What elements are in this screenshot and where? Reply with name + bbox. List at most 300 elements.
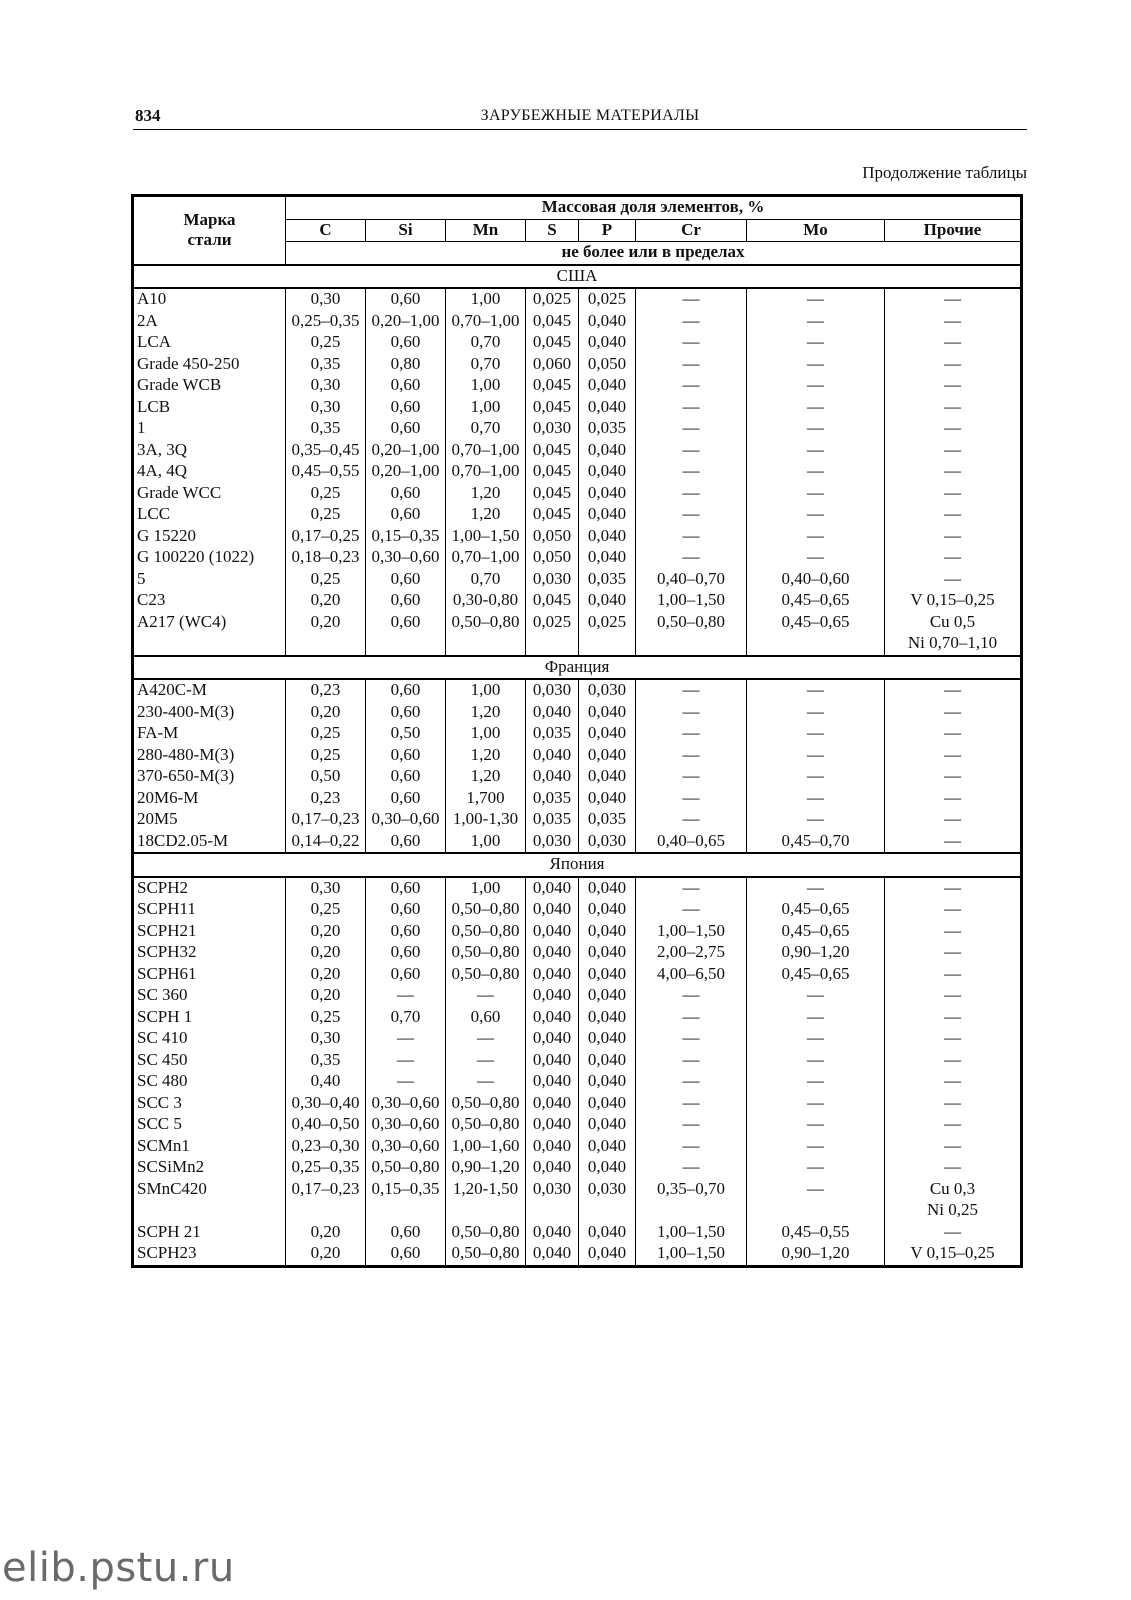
cr-cell: —	[636, 288, 747, 311]
mo-cell: —	[747, 1050, 885, 1072]
table-row	[133, 964, 1022, 986]
cr-cell: —	[636, 1050, 747, 1072]
table-row	[133, 921, 1022, 943]
mn-cell: 0,50–0,80	[446, 1093, 526, 1115]
c-cell: 0,17–0,23	[286, 809, 366, 831]
grade-cell: FA-M	[133, 723, 286, 745]
grade-cell: G 15220	[133, 526, 286, 548]
s-cell: 0,040	[526, 921, 579, 943]
si-cell: 0,60	[366, 921, 446, 943]
p-cell: 0,035	[579, 418, 636, 440]
c-cell: 0,20	[286, 1243, 366, 1266]
table-row	[133, 766, 1022, 788]
c-cell: 0,20	[286, 964, 366, 986]
p-cell	[579, 633, 636, 656]
other-cell: Cu 0,5	[885, 612, 1022, 634]
table-row	[133, 1028, 1022, 1050]
table-row	[133, 1136, 1022, 1158]
other-cell: —	[885, 942, 1022, 964]
grade-cell: SCPH23	[133, 1243, 286, 1266]
mo-cell: —	[747, 288, 885, 311]
other-cell: Cu 0,3	[885, 1179, 1022, 1201]
s-cell: 0,050	[526, 526, 579, 548]
s-cell: 0,025	[526, 288, 579, 311]
s-cell: 0,045	[526, 332, 579, 354]
s-cell: 0,040	[526, 877, 579, 900]
mo-cell: —	[747, 504, 885, 526]
c-cell: 0,25	[286, 504, 366, 526]
p-cell: 0,040	[579, 440, 636, 462]
mn-cell: 0,70	[446, 418, 526, 440]
mo-cell: 0,45–0,55	[747, 1222, 885, 1244]
mn-cell: 0,50–0,80	[446, 1243, 526, 1266]
continuation-label: Продолжение таблицы	[862, 163, 1027, 182]
table-row	[133, 788, 1022, 810]
cr-cell: 0,40–0,70	[636, 569, 747, 591]
grade-header	[133, 196, 286, 265]
mn-cell: —	[446, 985, 526, 1007]
si-cell: —	[366, 985, 446, 1007]
mo-cell: —	[747, 418, 885, 440]
mo-cell: 0,45–0,65	[747, 590, 885, 612]
mn-cell: 0,70–1,00	[446, 547, 526, 569]
header-rule	[133, 129, 1027, 130]
other-cell: —	[885, 483, 1022, 505]
other-cell: —	[885, 899, 1022, 921]
cr-cell: 1,00–1,50	[636, 1243, 747, 1266]
si-cell: 0,60	[366, 483, 446, 505]
mo-cell	[747, 633, 885, 656]
other-cell: —	[885, 375, 1022, 397]
column-header-c: C	[286, 219, 366, 242]
p-cell: 0,035	[579, 569, 636, 591]
cr-cell: —	[636, 483, 747, 505]
element-group-header: Массовая доля элементов, %	[286, 196, 1022, 220]
table-row	[133, 526, 1022, 548]
grade-cell: Grade WCB	[133, 375, 286, 397]
s-cell: 0,040	[526, 1028, 579, 1050]
cr-cell: —	[636, 809, 747, 831]
cr-cell: —	[636, 1093, 747, 1115]
s-cell: 0,040	[526, 1093, 579, 1115]
p-cell: 0,040	[579, 526, 636, 548]
grade-cell: SCPH61	[133, 964, 286, 986]
c-cell: 0,25	[286, 483, 366, 505]
cr-cell: 0,40–0,65	[636, 831, 747, 854]
country-section-row	[133, 265, 1022, 289]
p-cell: 0,040	[579, 788, 636, 810]
grade-cell: SCMn1	[133, 1136, 286, 1158]
other-cell: —	[885, 1028, 1022, 1050]
si-cell: 0,15–0,35	[366, 1179, 446, 1201]
mn-cell: 0,70–1,00	[446, 461, 526, 483]
si-cell: 0,70	[366, 1007, 446, 1029]
p-cell: 0,040	[579, 985, 636, 1007]
s-cell: 0,035	[526, 788, 579, 810]
cr-cell: —	[636, 526, 747, 548]
other-cell: —	[885, 354, 1022, 376]
mo-cell: 0,45–0,65	[747, 921, 885, 943]
table-row	[133, 1200, 1022, 1222]
p-cell: 0,040	[579, 1050, 636, 1072]
grade-cell: LCB	[133, 397, 286, 419]
c-cell: 0,40–0,50	[286, 1114, 366, 1136]
si-cell: 0,15–0,35	[366, 526, 446, 548]
grade-cell: SC 450	[133, 1050, 286, 1072]
other-cell: —	[885, 569, 1022, 591]
other-cell: —	[885, 418, 1022, 440]
mo-cell	[747, 1200, 885, 1222]
cr-cell	[636, 633, 747, 656]
c-cell: 0,25	[286, 1007, 366, 1029]
country-section-row	[133, 853, 1022, 877]
mn-cell: 0,70–1,00	[446, 440, 526, 462]
p-cell: 0,040	[579, 964, 636, 986]
p-cell: 0,040	[579, 1222, 636, 1244]
other-cell: —	[885, 1071, 1022, 1093]
mo-cell: —	[747, 461, 885, 483]
mn-cell: 1,00	[446, 723, 526, 745]
table-row	[133, 397, 1022, 419]
s-cell: 0,040	[526, 1243, 579, 1266]
table-row	[133, 1179, 1022, 1201]
other-cell: —	[885, 504, 1022, 526]
table-row	[133, 1222, 1022, 1244]
mn-cell: 0,50–0,80	[446, 899, 526, 921]
s-cell: 0,040	[526, 942, 579, 964]
grade-cell	[133, 1200, 286, 1222]
other-cell: —	[885, 332, 1022, 354]
other-cell: —	[885, 1136, 1022, 1158]
mn-cell: 1,20	[446, 766, 526, 788]
c-cell: 0,35	[286, 354, 366, 376]
other-cell: Ni 0,70–1,10	[885, 633, 1022, 656]
other-cell: —	[885, 547, 1022, 569]
grade-cell: SCPH 1	[133, 1007, 286, 1029]
other-cell: —	[885, 526, 1022, 548]
si-cell: 0,60	[366, 569, 446, 591]
mo-cell: —	[747, 1179, 885, 1201]
c-cell: 0,23–0,30	[286, 1136, 366, 1158]
c-cell: 0,25–0,35	[286, 1157, 366, 1179]
p-cell: 0,040	[579, 1136, 636, 1158]
mn-cell: 1,00	[446, 375, 526, 397]
cr-cell: —	[636, 745, 747, 767]
p-cell: 0,050	[579, 354, 636, 376]
c-cell: 0,35–0,45	[286, 440, 366, 462]
cr-cell: —	[636, 418, 747, 440]
si-cell: 0,30–0,60	[366, 1114, 446, 1136]
s-cell: 0,060	[526, 354, 579, 376]
p-cell: 0,040	[579, 1157, 636, 1179]
cr-cell: —	[636, 723, 747, 745]
mo-cell: 0,45–0,70	[747, 831, 885, 854]
mn-cell: 0,70–1,00	[446, 311, 526, 333]
other-cell: V 0,15–0,25	[885, 590, 1022, 612]
table-row	[133, 332, 1022, 354]
table-body	[133, 265, 1022, 1267]
mo-cell: —	[747, 311, 885, 333]
grade-cell: C23	[133, 590, 286, 612]
c-cell: 0,50	[286, 766, 366, 788]
si-cell: 0,20–1,00	[366, 311, 446, 333]
mn-cell: 0,50–0,80	[446, 1114, 526, 1136]
other-cell: —	[885, 723, 1022, 745]
table-row	[133, 1071, 1022, 1093]
mo-cell: —	[747, 985, 885, 1007]
si-cell: 0,30–0,60	[366, 547, 446, 569]
grade-header-line1: Марка	[183, 210, 236, 230]
grade-cell: SMnC420	[133, 1179, 286, 1201]
other-cell: —	[885, 461, 1022, 483]
cr-cell: —	[636, 1157, 747, 1179]
mn-cell: 1,00	[446, 877, 526, 900]
other-cell: —	[885, 679, 1022, 702]
p-cell: 0,030	[579, 679, 636, 702]
cr-cell: —	[636, 547, 747, 569]
other-cell: —	[885, 311, 1022, 333]
cr-cell	[636, 1200, 747, 1222]
c-cell: 0,30	[286, 877, 366, 900]
si-cell: 0,60	[366, 504, 446, 526]
mo-cell: —	[747, 1093, 885, 1115]
mn-cell: —	[446, 1028, 526, 1050]
c-cell: 0,23	[286, 679, 366, 702]
mn-cell: 0,50–0,80	[446, 942, 526, 964]
mn-cell: 0,70	[446, 332, 526, 354]
p-cell: 0,040	[579, 547, 636, 569]
si-cell: —	[366, 1071, 446, 1093]
c-cell: 0,14–0,22	[286, 831, 366, 854]
si-cell	[366, 1200, 446, 1222]
table-row	[133, 877, 1022, 900]
si-cell: 0,30–0,60	[366, 1093, 446, 1115]
s-cell: 0,030	[526, 831, 579, 854]
s-cell: 0,045	[526, 590, 579, 612]
table-row	[133, 745, 1022, 767]
p-cell: 0,040	[579, 745, 636, 767]
mn-cell: 1,00–1,50	[446, 526, 526, 548]
mn-cell: —	[446, 1071, 526, 1093]
cr-cell: —	[636, 679, 747, 702]
cr-cell: —	[636, 899, 747, 921]
c-cell: 0,35	[286, 418, 366, 440]
column-header-cr: Cr	[636, 219, 747, 242]
si-cell: 0,30–0,60	[366, 809, 446, 831]
table-row	[133, 612, 1022, 634]
table-row	[133, 1114, 1022, 1136]
si-cell: 0,60	[366, 702, 446, 724]
p-cell: 0,035	[579, 809, 636, 831]
table-row	[133, 723, 1022, 745]
column-header-p: P	[579, 219, 636, 242]
si-cell: —	[366, 1050, 446, 1072]
cr-cell: 1,00–1,50	[636, 590, 747, 612]
table-row	[133, 461, 1022, 483]
si-cell: 0,60	[366, 964, 446, 986]
si-cell: 0,60	[366, 745, 446, 767]
other-cell: —	[885, 397, 1022, 419]
si-cell: 0,60	[366, 1243, 446, 1266]
si-cell: —	[366, 1028, 446, 1050]
grade-cell: SCPH32	[133, 942, 286, 964]
column-header-other: Прочие	[885, 219, 1022, 242]
si-cell: 0,60	[366, 397, 446, 419]
mo-cell: —	[747, 483, 885, 505]
grade-cell: SC 480	[133, 1071, 286, 1093]
mo-cell: —	[747, 332, 885, 354]
s-cell: 0,040	[526, 766, 579, 788]
other-cell: Ni 0,25	[885, 1200, 1022, 1222]
s-cell: 0,040	[526, 1136, 579, 1158]
mn-cell: 1,00	[446, 397, 526, 419]
grade-cell: A217 (WC4)	[133, 612, 286, 634]
si-cell: 0,60	[366, 1222, 446, 1244]
si-cell: 0,30–0,60	[366, 1136, 446, 1158]
grade-cell: LCC	[133, 504, 286, 526]
mo-cell: —	[747, 1136, 885, 1158]
table-row	[133, 679, 1022, 702]
p-cell: 0,040	[579, 590, 636, 612]
grade-cell: SCC 3	[133, 1093, 286, 1115]
s-cell: 0,045	[526, 461, 579, 483]
p-cell: 0,030	[579, 1179, 636, 1201]
p-cell: 0,040	[579, 1093, 636, 1115]
c-cell: 0,23	[286, 788, 366, 810]
cr-cell: —	[636, 375, 747, 397]
cr-cell: —	[636, 1136, 747, 1158]
si-cell: 0,80	[366, 354, 446, 376]
s-cell: 0,030	[526, 1179, 579, 1201]
mo-cell: —	[747, 1007, 885, 1029]
s-cell: 0,030	[526, 418, 579, 440]
table-row	[133, 311, 1022, 333]
other-cell: —	[885, 702, 1022, 724]
cr-cell: —	[636, 440, 747, 462]
mn-cell: 1,00	[446, 679, 526, 702]
p-cell: 0,040	[579, 397, 636, 419]
other-cell: —	[885, 766, 1022, 788]
table-row	[133, 440, 1022, 462]
table-row	[133, 1093, 1022, 1115]
mo-cell: —	[747, 1114, 885, 1136]
c-cell: 0,30	[286, 288, 366, 311]
s-cell: 0,030	[526, 679, 579, 702]
country-label: США	[133, 265, 1022, 289]
c-cell: 0,20	[286, 702, 366, 724]
mo-cell: —	[747, 809, 885, 831]
si-cell: 0,60	[366, 375, 446, 397]
grade-cell: 370-650-M(3)	[133, 766, 286, 788]
grade-cell: A420C-M	[133, 679, 286, 702]
c-cell: 0,35	[286, 1050, 366, 1072]
grade-cell: LCA	[133, 332, 286, 354]
mn-cell: 0,60	[446, 1007, 526, 1029]
p-cell: 0,040	[579, 1114, 636, 1136]
mo-cell: 0,45–0,65	[747, 612, 885, 634]
mn-cell	[446, 633, 526, 656]
mn-cell: 1,20	[446, 504, 526, 526]
c-cell: 0,20	[286, 921, 366, 943]
p-cell: 0,040	[579, 877, 636, 900]
table-row	[133, 985, 1022, 1007]
mn-cell: 0,50–0,80	[446, 612, 526, 634]
grade-cell: 2A	[133, 311, 286, 333]
si-cell: 0,50	[366, 723, 446, 745]
mo-cell: —	[747, 440, 885, 462]
mo-cell: —	[747, 877, 885, 900]
grade-cell: 18CD2.05-M	[133, 831, 286, 854]
cr-cell: —	[636, 766, 747, 788]
si-cell: 0,60	[366, 590, 446, 612]
table-row	[133, 633, 1022, 656]
cr-cell: —	[636, 504, 747, 526]
mo-cell: 0,90–1,20	[747, 1243, 885, 1266]
mn-cell: 1,00	[446, 288, 526, 311]
table-row	[133, 809, 1022, 831]
other-cell: —	[885, 921, 1022, 943]
p-cell: 0,040	[579, 1243, 636, 1266]
cr-cell: —	[636, 354, 747, 376]
grade-cell: 4A, 4Q	[133, 461, 286, 483]
watermark: elib.pstu.ru	[2, 1545, 235, 1591]
mn-cell: 1,00	[446, 831, 526, 854]
c-cell: 0,30	[286, 375, 366, 397]
cr-cell: 2,00–2,75	[636, 942, 747, 964]
s-cell: 0,040	[526, 985, 579, 1007]
table-row	[133, 590, 1022, 612]
p-cell: 0,040	[579, 461, 636, 483]
grade-cell: SC 410	[133, 1028, 286, 1050]
other-cell: V 0,15–0,25	[885, 1243, 1022, 1266]
other-cell: —	[885, 440, 1022, 462]
cr-cell: —	[636, 1114, 747, 1136]
other-cell: —	[885, 1222, 1022, 1244]
grade-cell: 230-400-M(3)	[133, 702, 286, 724]
table-row	[133, 375, 1022, 397]
table-header	[133, 196, 1022, 265]
si-cell: 0,50–0,80	[366, 1157, 446, 1179]
s-cell: 0,040	[526, 1114, 579, 1136]
table-row	[133, 504, 1022, 526]
running-title: ЗАРУБЕЖНЫЕ МАТЕРИАЛЫ	[480, 107, 700, 124]
grade-cell: Grade 450-250	[133, 354, 286, 376]
p-cell: 0,040	[579, 723, 636, 745]
table-row	[133, 1007, 1022, 1029]
s-cell	[526, 1200, 579, 1222]
cr-cell: 0,35–0,70	[636, 1179, 747, 1201]
column-header-si: Si	[366, 219, 446, 242]
grade-cell: SCPH21	[133, 921, 286, 943]
table-row	[133, 354, 1022, 376]
table-row	[133, 418, 1022, 440]
grade-cell: SCPH11	[133, 899, 286, 921]
grade-cell: SCSiMn2	[133, 1157, 286, 1179]
c-cell: 0,30	[286, 397, 366, 419]
si-cell: 0,60	[366, 877, 446, 900]
mn-cell: 0,30-0,80	[446, 590, 526, 612]
p-cell: 0,040	[579, 899, 636, 921]
s-cell: 0,045	[526, 483, 579, 505]
mn-cell: 0,50–0,80	[446, 964, 526, 986]
cr-cell: 0,50–0,80	[636, 612, 747, 634]
mo-cell: —	[747, 1157, 885, 1179]
grade-cell: 3A, 3Q	[133, 440, 286, 462]
cr-cell: —	[636, 397, 747, 419]
si-cell: 0,60	[366, 612, 446, 634]
grade-cell: A10	[133, 288, 286, 311]
mn-cell: 0,70	[446, 354, 526, 376]
